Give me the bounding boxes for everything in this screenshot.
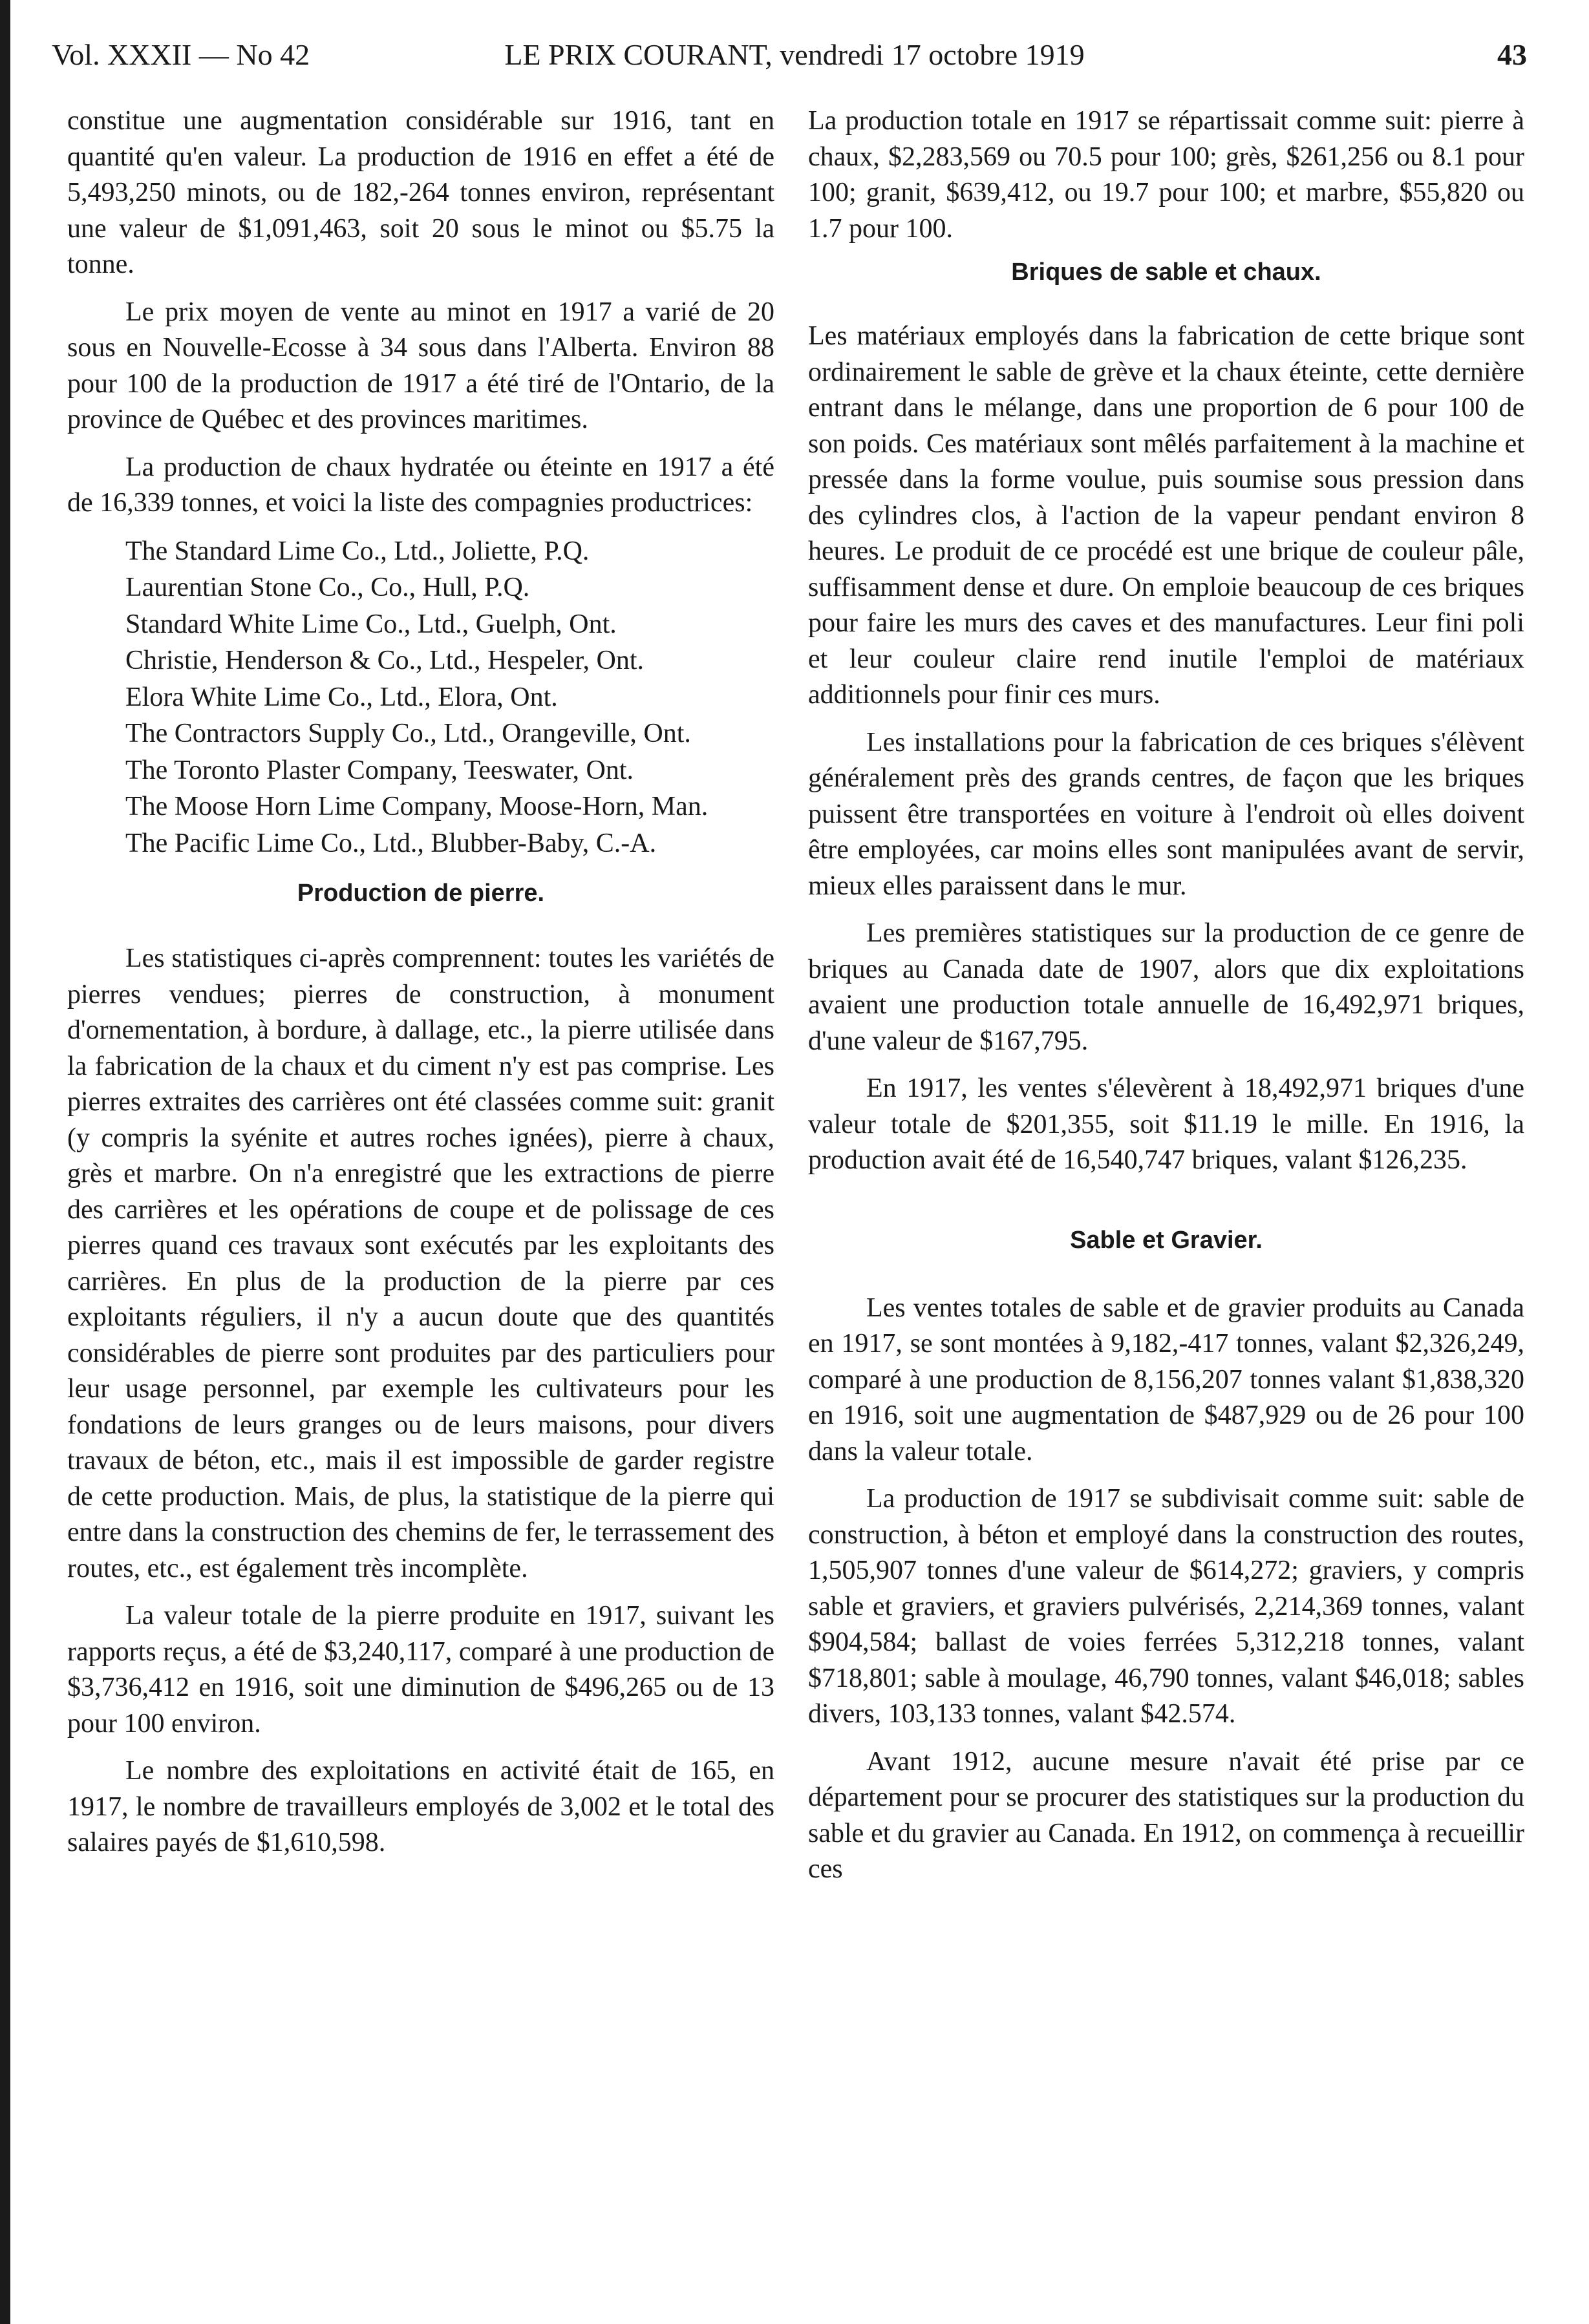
section-heading-sable: Sable et Gravier.	[1070, 1226, 1263, 1254]
left-column	[67, 103, 774, 1873]
company-list	[67, 533, 774, 862]
paragraph: Avant 1912, aucune mesure n'avait été prise par ce département pour se procurer des statistiques sur la production du sable et du gravier au Canada. En 1912, on commença à recueillir ces	[808, 1746, 1524, 1884]
paragraph: La production de chaux hydratée ou éteinte en 1917 a été de 16,339 tonnes, et voici la liste des compagnies productrices:	[67, 452, 774, 518]
paragraph: Les statistiques ci-après comprennent: toutes les variétés de pierres vendues; pierres de construction, à monument d'ornementation, à bordure, à dallage, etc., la pierre utilisée dans la fabrication de la chaux et du ciment n'y est pas comprise. Les pierres extraites des carrières ont été classées comme suit: granit (y compris la syénite et autres roches ignées), pierre à chaux, grès et marbre. On n'a enregistré que les extractions de pierre des carrières et les opérations de coupe et de polissage de ces pierres quand ces travaux sont exécutés par les exploitants des carrières. En plus de la production de la pierre par ces exploitants réguliers, il n'y a aucun doute que des quantités considérables de pierre sont produites par des particuliers pour leur usage personnel, par exemple les cultivateurs pour les fondations de leurs granges ou de leurs maisons, pour divers travaux de béton, etc., mais il est impossible de garder registre de cette production. Mais, de plus, la statistique de la pierre qui entre dans la construction des chemins de fer, le terrassement des routes, etc., est également très incomplète.	[67, 944, 774, 1583]
company-item: The Moose Horn Lime Company, Moose-Horn, Man.	[125, 792, 709, 821]
company-item: Standard White Lime Co., Ltd., Guelph, Ont.	[125, 609, 617, 639]
company-item: The Standard Lime Co., Ltd., Joliette, P.Q.	[125, 536, 590, 566]
paragraph: La production totale en 1917 se répartissait comme suit: pierre à chaux, $2,283,569 ou 70.5 pour 100; grès, $261,256 ou 8.1 pour 100; granit, $639,412, ou 19.7 pour 100; et marbre, $55,820 ou 1.7 pour 100.	[808, 106, 1524, 244]
paragraph: Les matériaux employés dans la fabrication de cette brique sont ordinairement le sable de grève et la chaux éteinte, cette dernière entrant dans le mélange, dans une proportion de 6 pour 100 de son poids. Ces matériaux sont mêlés parfaitement à la machine et pressée dans la forme voulue, puis soumise sous pression dans des cylindres clos, à l'action de la vapeur pendant environ 8 heures. Le produit de ce procédé est une brique de couleur pâle, suffisamment dense et dure. On emploie beaucoup de ces briques pour faire les murs des caves et des manufactures. Leur fini poli et leur couleur claire rend inutile l'emploi de matériaux additionnels pour finir ces murs.	[808, 321, 1524, 710]
company-item: The Toronto Plaster Company, Teeswater, Ont.	[125, 755, 634, 785]
company-item: Elora White Lime Co., Ltd., Elora, Ont.	[125, 682, 558, 712]
right-column	[808, 103, 1524, 1899]
paragraph: En 1917, les ventes s'élevèrent à 18,492,971 briques d'une valeur totale de $201,355, soit $11.19 le mille. En 1916, la production avait été de 16,540,747 briques, valant $126,235.	[808, 1073, 1524, 1175]
company-item: The Contractors Supply Co., Ltd., Orangeville, Ont.	[125, 719, 691, 748]
page-header	[0, 32, 1589, 78]
paragraph: Les installations pour la fabrication de ces briques s'élèvent généralement près des grands centres, de façon que les briques puissent être transportées en voiture à l'endroit où elles doivent être employées, car moins elles sont manipulées avant de servir, mieux elles paraissent dans le mur.	[808, 727, 1524, 901]
scan-edge	[0, 0, 10, 2324]
section-heading-pierre: Production de pierre.	[297, 880, 545, 907]
company-item: Christie, Henderson & Co., Ltd., Hespeler, Ont.	[125, 646, 645, 675]
company-item: The Pacific Lime Co., Ltd., Blubber-Baby, C.-A.	[125, 828, 657, 858]
page-number: 43	[1497, 38, 1527, 71]
paragraph: Les premières statistiques sur la production de ce genre de briques au Canada date de 1907, alors que dix exploitations avaient une production totale annuelle de 16,492,971 briques, d'une valeur de $167,795.	[808, 918, 1524, 1056]
paragraph: La valeur totale de la pierre produite en 1917, suivant les rapports reçus, a été de $3,240,117, comparé à une production de $3,736,412 en 1916, soit une diminution de $496,265 ou de 13 pour 100 environ.	[67, 1601, 774, 1738]
paragraph: Les ventes totales de sable et de gravier produits au Canada en 1917, se sont montées à 9,182,-417 tonnes, valant $2,326,249, comparé à une production de 8,156,207 tonnes valant $1,838,320 en 1916, soit une augmentation de $487,929 ou de 26 pour 100 dans la valeur totale.	[808, 1293, 1524, 1466]
section-heading-briques: Briques de sable et chaux.	[1011, 259, 1321, 286]
paragraph: Le prix moyen de vente au minot en 1917 a varié de 20 sous en Nouvelle-Ecosse à 34 sous dans l'Alberta. Environ 88 pour 100 de la production de 1917 a été tiré de l'Ontario, de la province de Québec et des provinces maritimes.	[67, 297, 774, 434]
company-item: Laurentian Stone Co., Co., Hull, P.Q.	[125, 573, 530, 602]
paragraph: Le nombre des exploitations en activité était de 165, en 1917, le nombre de travailleurs employés de 3,002 et le total des salaires payés de $1,610,598.	[67, 1756, 774, 1857]
paragraph: constitue une augmentation considérable sur 1916, tant en quantité qu'en valeur. La production de 1916 en effet a été de 5,493,250 minots, ou de 182,-264 tonnes environ, représentant une valeur de $1,091,463, soit 20 sous le minot ou $5.75 la tonne.	[67, 106, 774, 279]
paragraph: La production de 1917 se subdivisait comme suit: sable de construction, à béton et employé dans la construction des routes, 1,505,907 tonnes d'une valeur de $614,272; graviers, y compris sable et graviers, et graviers pulvérisés, 2,214,369 tonnes, valant $904,584; ballast de voies ferrées 5,312,218 tonnes, valant $718,801; sable à moulage, 46,790 tonnes, valant $46,018; sables divers, 103,133 tonnes, valant $42.574.	[808, 1484, 1524, 1729]
running-title: LE PRIX COURANT, vendredi 17 octobre 1919	[504, 38, 1085, 71]
volume-label: Vol. XXXII — No 42	[52, 38, 310, 71]
